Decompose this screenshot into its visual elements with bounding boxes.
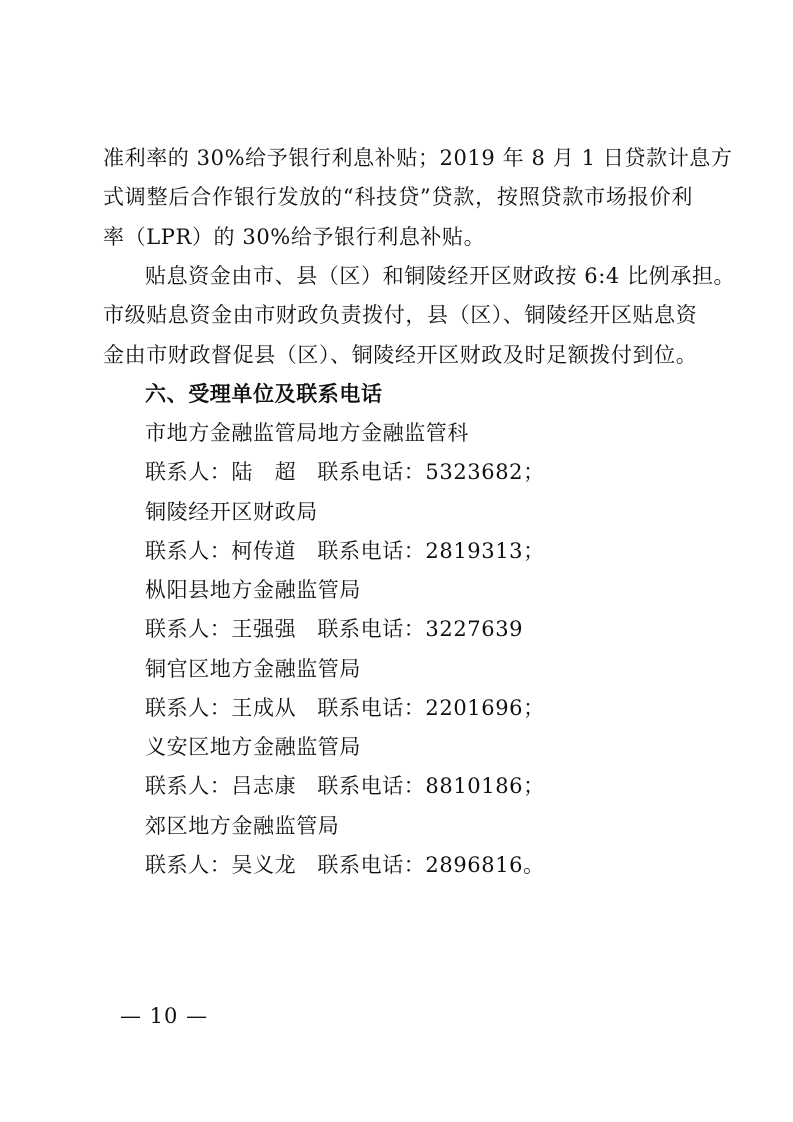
contact-unit: 铜陵经开区财政局 [145, 500, 318, 524]
contact-person-name: 王成从 [231, 696, 297, 720]
contact-unit: 铜官区地方金融监管局 [145, 657, 361, 681]
contact-phone-number: 3227639 [425, 617, 524, 641]
contact-phone-number: 2201696； [425, 696, 545, 720]
contact-phone-label: 联系电话： [317, 460, 426, 484]
contact-person-name: 陆 超 [231, 460, 297, 484]
contact-person-name: 吴义龙 [231, 853, 297, 877]
paragraph-1-line-3: 率（LPR）的 30%给予银行利息补贴。 [103, 225, 486, 249]
contact-person-name: 柯传道 [231, 539, 297, 563]
contact-unit: 义安区地方金融监管局 [145, 735, 361, 759]
contact-row [145, 850, 693, 880]
contact-phone-label: 联系电话： [317, 774, 426, 798]
contact-person-label: 联系人： [145, 539, 232, 563]
paragraph-2-line-3: 金由市财政督促县（区）、铜陵经开区财政及时足额拨付到位。 [103, 343, 698, 367]
contact-phone-number: 2819313； [425, 539, 545, 563]
paragraph-2-line-2: 市级贴息资金由市财政负责拨付，县（区）、铜陵经开区贴息资 [103, 303, 698, 327]
contact-unit: 郊区地方金融监管局 [145, 814, 340, 838]
contact-phone-label: 联系电话： [317, 696, 426, 720]
contact-phone-label: 联系电话： [317, 539, 426, 563]
contact-phone-label: 联系电话： [317, 617, 426, 641]
contact-row [145, 536, 693, 566]
contact-row [145, 693, 693, 723]
paragraph-1-line-1: 准利率的 30%给予银行利息补贴；2019 年 8 月 1 日贷款计息方 [103, 146, 733, 170]
page-number: — 10 — [120, 1004, 209, 1028]
contact-person-label: 联系人： [145, 696, 232, 720]
contact-person-name: 王强强 [231, 617, 297, 641]
contact-person-label: 联系人： [145, 460, 232, 484]
contact-unit: 枞阳县地方金融监管局 [145, 578, 361, 602]
contact-unit: 市地方金融监管局地方金融监管科 [145, 421, 469, 445]
section-heading: 六、受理单位及联系电话 [145, 382, 383, 406]
paragraph-2-line-1: 贴息资金由市、县（区）和铜陵经开区财政按 6:4 比例承担。 [145, 264, 736, 288]
contact-phone-number: 2896816。 [425, 853, 545, 877]
contact-person-label: 联系人： [145, 853, 232, 877]
contact-person-name: 吕志康 [231, 774, 297, 798]
contact-person-label: 联系人： [145, 617, 232, 641]
contact-phone-label: 联系电话： [317, 853, 426, 877]
paragraph-1-line-2: 式调整后合作银行发放的“科技贷”贷款，按照贷款市场报价利 [103, 185, 693, 209]
contact-row [145, 771, 693, 801]
contact-row [145, 457, 693, 487]
contact-phone-number: 5323682； [425, 460, 545, 484]
contact-phone-number: 8810186； [425, 774, 545, 798]
contact-row [145, 614, 693, 644]
contact-person-label: 联系人： [145, 774, 232, 798]
